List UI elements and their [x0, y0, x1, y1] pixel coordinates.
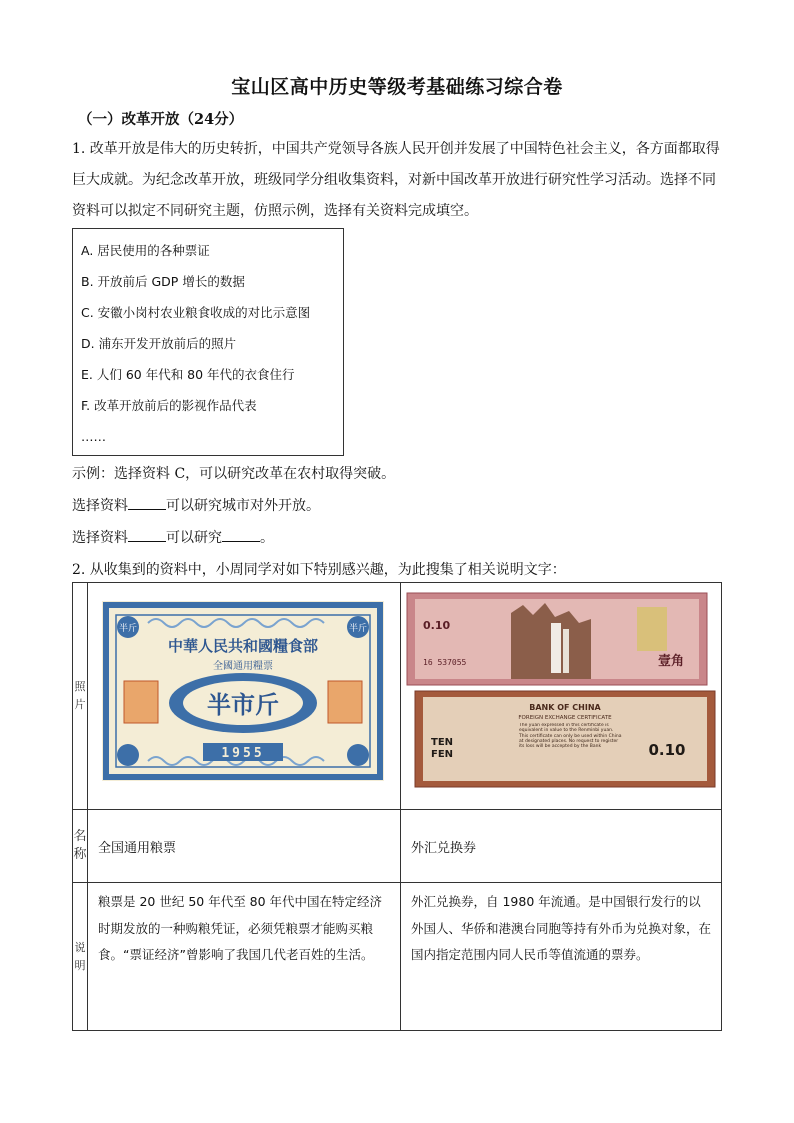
page-title: 宝山区高中历史等级考基础练习综合卷 [231, 76, 563, 98]
svg-text:0.10: 0.10 [423, 619, 451, 632]
answer-blank[interactable] [128, 527, 166, 542]
material-item: B. 开放前后 GDP 增长的数据 [81, 274, 245, 289]
question-2-text: 2. 从收集到的资料中，小周同学对如下特别感兴趣，为此搜集了相关说明文字： [72, 562, 566, 578]
fill-line-2 [72, 527, 274, 547]
fill-prefix: 选择资料 [72, 530, 128, 546]
answer-blank[interactable] [128, 495, 166, 510]
svg-text:FOREIGN EXCHANGE CERTIFICATE: FOREIGN EXCHANGE CERTIFICATE [518, 715, 612, 721]
svg-text:壹角: 壹角 [657, 654, 685, 669]
exchange-certificate-name: 外汇兑换券 [401, 810, 722, 883]
fill-end: 。 [260, 530, 274, 546]
material-item: F. 改革开放前后的影视作品代表 [81, 398, 257, 413]
material-item: E. 人们 60 年代和 80 年代的衣食住行 [81, 367, 295, 382]
materials-box [72, 228, 344, 456]
question-1-text: 1. 改革开放是伟大的历史转折，中国共产党领导各族人民开创并发展了中国特色社会主义，各方面都取得巨大成就。为纪念改革开放，班级同学分组收集资料，对新中国改革开放进行研究性学习活动。选择不同资料可以拟定不同研究主题，仿照示例，选择有关资料完成填空。 [72, 141, 720, 219]
svg-text:16 537055: 16 537055 [423, 658, 467, 667]
row-label-image: 照片 [73, 583, 88, 810]
svg-text:半斤: 半斤 [118, 624, 138, 634]
answer-blank[interactable] [222, 527, 260, 542]
material-item: …… [81, 429, 106, 444]
ration-ticket-desc: 粮票是 20 世纪 50 年代至 80 年代中国在特定经济时期发放的一种购粮凭证，必须凭粮票才能购买粮食。“票证经济”曾影响了我国几代老百姓的生活。 [88, 883, 401, 1031]
exchange-certificate-image-cell [401, 583, 722, 810]
svg-text:半市斤: 半市斤 [207, 690, 279, 719]
fill-line-1 [72, 495, 320, 515]
fill-prefix: 选择资料 [72, 498, 128, 514]
material-item: D. 浦东开发开放前后的照片 [81, 336, 237, 351]
section-heading: （一）改革开放（24分） [78, 111, 244, 128]
svg-text:TEN: TEN [431, 737, 454, 748]
material-item: A. 居民使用的各种票证 [81, 243, 210, 258]
materials-table [72, 582, 722, 1031]
svg-text:半斤: 半斤 [348, 624, 368, 634]
ration-ticket-image [88, 583, 400, 805]
material-item: C. 安徽小岗村农业粮食收成的对比示意图 [81, 305, 311, 320]
svg-text:1955: 1955 [221, 746, 265, 761]
example-line: 示例：选择资料 C，可以研究改革在农村取得突破。 [72, 466, 396, 482]
svg-text:全國通用糧票: 全國通用糧票 [213, 661, 273, 672]
exchange-certificate-desc: 外汇兑换券，自 1980 年流通。是中国银行发行的以外国人、华侨和港澳台同胞等持有外币为兑换对象，在国内指定范围内同人民币等值流通的票券。 [401, 883, 722, 1031]
svg-text:0.10: 0.10 [648, 741, 686, 759]
svg-text:FEN: FEN [431, 749, 454, 760]
fill-suffix: 可以研究城市对外开放。 [166, 498, 320, 514]
fill-middle: 可以研究 [166, 530, 222, 546]
ration-ticket-name: 全国通用粮票 [88, 810, 401, 883]
svg-text:中華人民共和國糧食部: 中華人民共和國糧食部 [167, 637, 319, 655]
ration-ticket-image-cell [88, 583, 401, 810]
exchange-certificate-image: 0.10 16 537055 壹角 BANK OF CHINA FOREIGN EXCHANGE CERTIFICATE TEN FEN The yuan expressed in this certificate is equivalent in value to the Renminbi yuan. This certificate can only be used within China at designated places. No request to register its loss will be accepted by the Bank 0.10 [401, 583, 721, 805]
row-label-desc: 说明 [73, 883, 88, 1031]
row-label-name: 名称 [73, 810, 88, 883]
svg-text:BANK OF CHINA: BANK OF CHINA [529, 703, 601, 712]
